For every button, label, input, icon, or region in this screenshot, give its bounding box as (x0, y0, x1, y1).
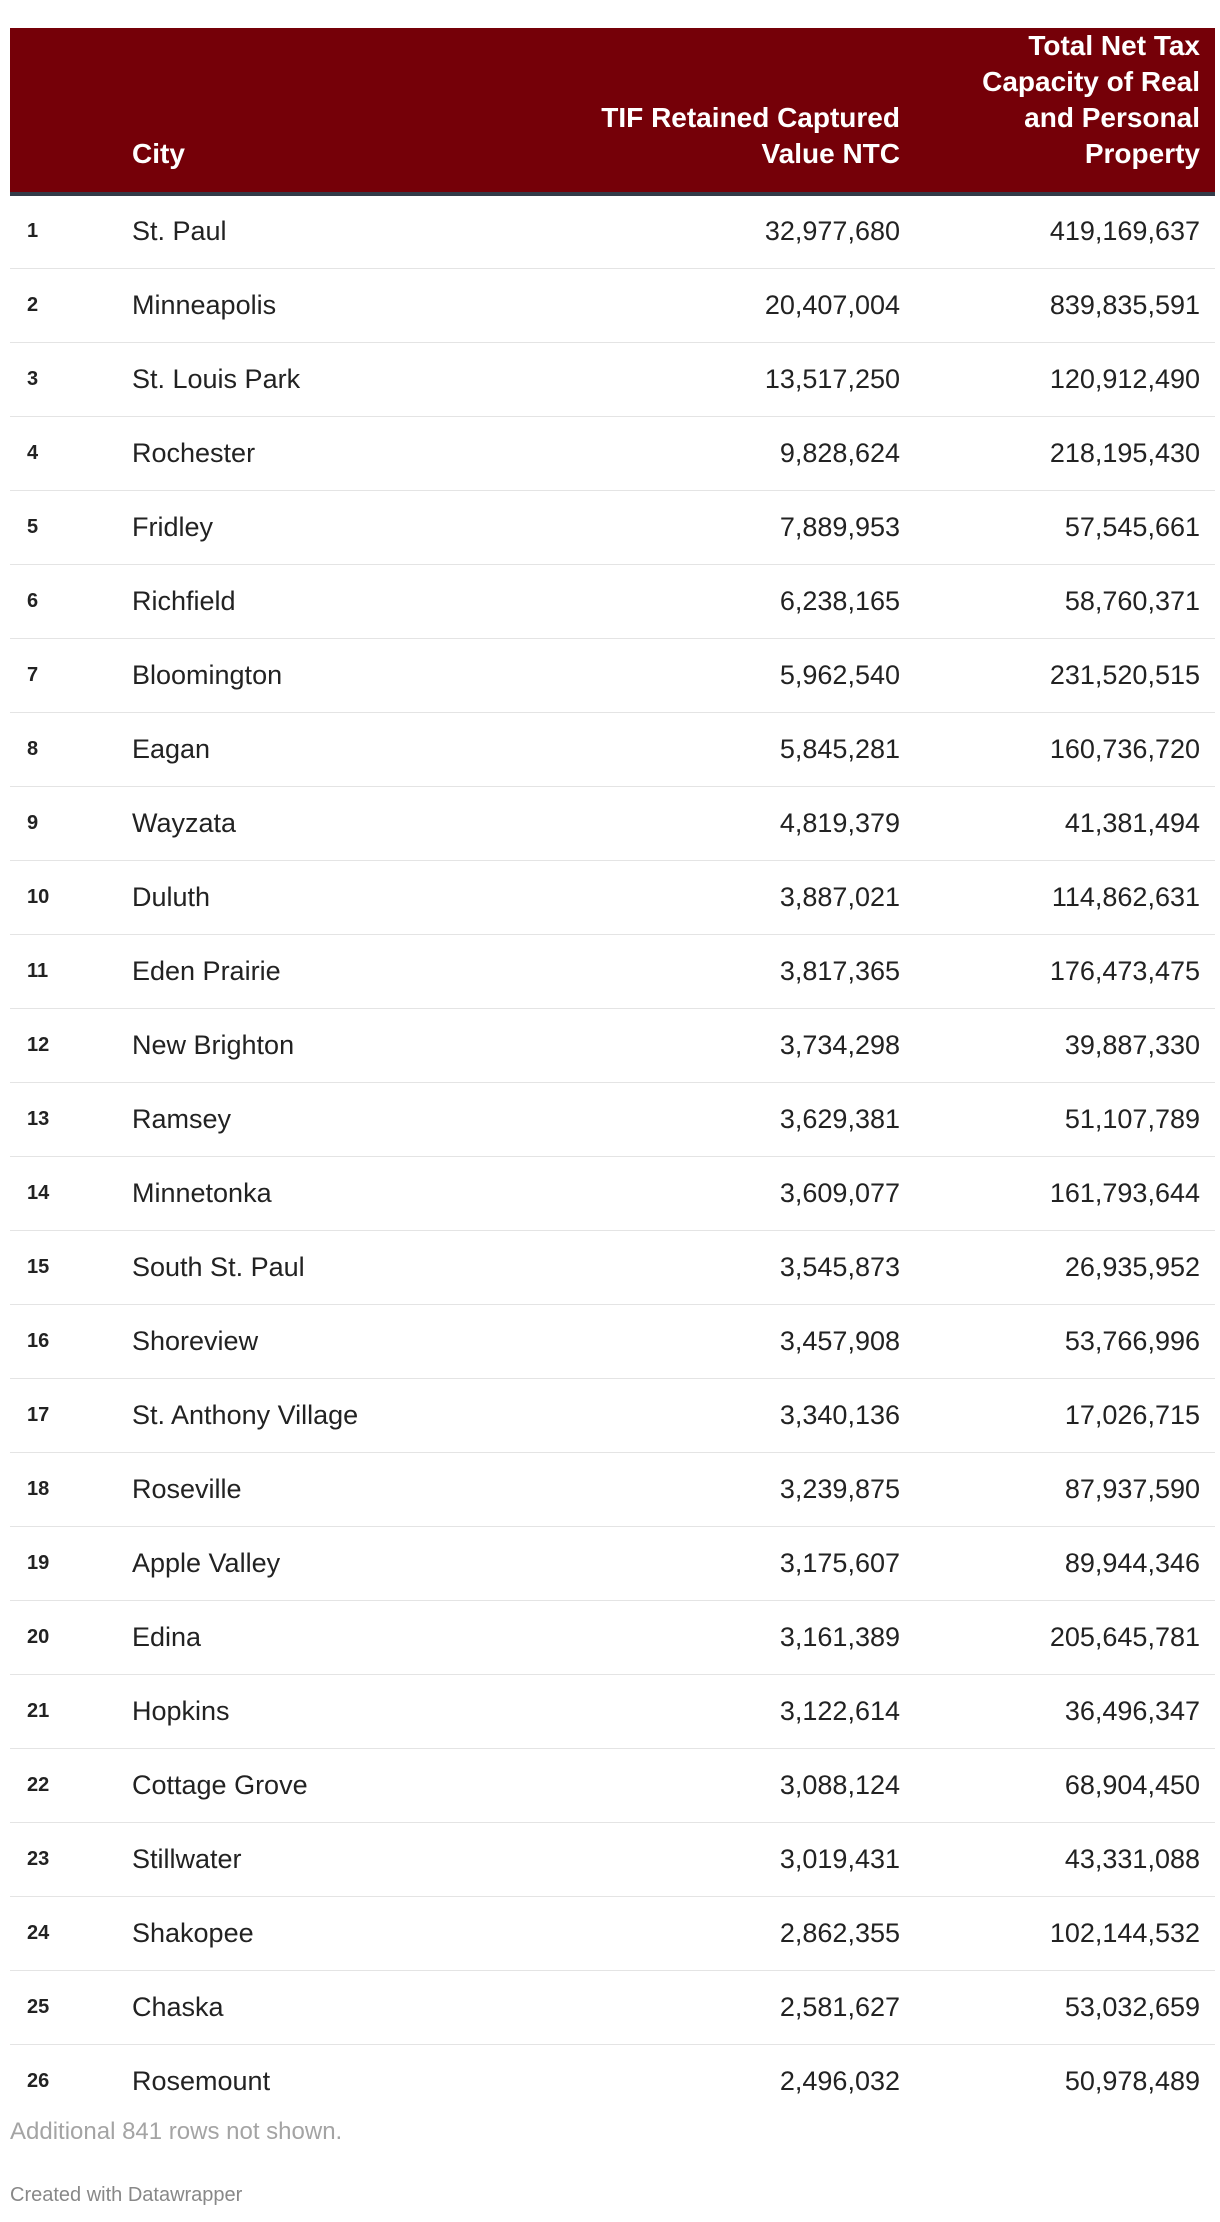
row-city: Ramsey (132, 1103, 232, 1134)
row-tif-value: 3,817,365 (779, 955, 900, 986)
row-ntc-value: 114,862,631 (1051, 881, 1200, 912)
table-container (10, 28, 1215, 2118)
row-rank: 3 (27, 367, 39, 390)
row-ntc-value: 26,935,952 (1064, 1251, 1200, 1282)
row-city: Eden Prairie (132, 955, 281, 986)
row-rank: 1 (27, 220, 39, 243)
table-row (10, 1304, 1215, 1378)
row-rank: 15 (27, 1255, 50, 1278)
table-row (10, 1674, 1215, 1748)
table-row (10, 1748, 1215, 1822)
row-ntc-value: 51,107,789 (1064, 1103, 1200, 1134)
row-city: Chaska (132, 1991, 224, 2022)
row-tif-value: 3,019,431 (779, 1843, 900, 1874)
row-tif-value: 3,239,875 (779, 1473, 900, 1504)
row-rank: 21 (27, 1699, 50, 1722)
row-city: Rosemount (132, 2065, 271, 2096)
row-city: South St. Paul (132, 1251, 305, 1282)
row-city: Rochester (132, 437, 256, 468)
row-rank: 11 (27, 959, 49, 982)
row-rank: 6 (27, 589, 39, 612)
row-ntc-value: 36,496,347 (1064, 1695, 1200, 1726)
row-ntc-value: 50,978,489 (1064, 2065, 1200, 2096)
row-ntc-value: 53,766,996 (1064, 1325, 1200, 1356)
table-row (10, 1970, 1215, 2044)
table-row (10, 1008, 1215, 1082)
table-row (10, 194, 1215, 268)
table-row (10, 1452, 1215, 1526)
row-tif-value: 5,962,540 (779, 659, 900, 690)
row-rank: 20 (27, 1625, 50, 1648)
table-row (10, 1156, 1215, 1230)
row-tif-value: 5,845,281 (779, 733, 900, 764)
row-rank: 25 (27, 1995, 50, 2018)
row-tif-value: 3,340,136 (779, 1399, 900, 1430)
table-row (10, 342, 1215, 416)
table-row (10, 638, 1215, 712)
row-tif-value: 4,819,379 (779, 807, 900, 838)
row-city: Cottage Grove (132, 1769, 308, 1800)
row-ntc-value: 839,835,591 (1049, 289, 1200, 320)
table-row (10, 490, 1215, 564)
row-tif-value: 2,581,627 (779, 1991, 900, 2022)
row-rank: 4 (27, 441, 39, 464)
row-ntc-value: 419,169,637 (1049, 216, 1200, 247)
row-tif-value: 6,238,165 (779, 585, 900, 616)
tif-column-header[interactable]: TIF Retained Captured Value NTC (527, 28, 915, 194)
row-rank: 24 (27, 1921, 50, 1944)
row-rank: 18 (27, 1477, 50, 1500)
row-ntc-value: 120,912,490 (1049, 363, 1200, 394)
row-rank: 19 (27, 1551, 50, 1574)
table-row (10, 786, 1215, 860)
row-ntc-value: 41,381,494 (1064, 807, 1200, 838)
row-rank: 23 (27, 1847, 50, 1870)
row-tif-value: 2,862,355 (779, 1917, 900, 1948)
row-rank: 2 (27, 293, 39, 316)
row-tif-value: 3,088,124 (779, 1769, 900, 1800)
row-tif-value: 3,175,607 (779, 1547, 900, 1578)
row-ntc-value: 176,473,475 (1049, 955, 1200, 986)
row-ntc-value: 39,887,330 (1064, 1029, 1200, 1060)
row-ntc-value: 68,904,450 (1064, 1769, 1200, 1800)
row-tif-value: 9,828,624 (779, 437, 900, 468)
row-ntc-value: 102,144,532 (1049, 1917, 1200, 1948)
ntc-column-header[interactable]: Total Net Tax Capacity of Real and Personal Property (915, 28, 1215, 194)
row-city: Bloomington (132, 659, 283, 690)
table-row (10, 934, 1215, 1008)
table-row (10, 1822, 1215, 1896)
row-rank: 16 (27, 1329, 50, 1352)
row-rank: 26 (27, 2069, 50, 2092)
row-ntc-value: 218,195,430 (1049, 437, 1200, 468)
row-ntc-value: 57,545,661 (1064, 511, 1200, 542)
row-city: Richfield (132, 585, 236, 616)
rank-column-header[interactable] (10, 28, 102, 194)
row-city: Apple Valley (132, 1547, 281, 1578)
table-row (10, 564, 1215, 638)
row-city: Minnetonka (132, 1177, 272, 1208)
table-row (10, 1600, 1215, 1674)
row-ntc-value: 17,026,715 (1064, 1399, 1200, 1430)
row-ntc-value: 205,645,781 (1049, 1621, 1200, 1652)
row-city: Hopkins (132, 1695, 230, 1726)
row-rank: 8 (27, 737, 39, 760)
row-ntc-value: 160,736,720 (1049, 733, 1200, 764)
row-rank: 7 (27, 663, 39, 686)
table-row (10, 860, 1215, 934)
row-city: St. Anthony Village (132, 1399, 359, 1430)
row-tif-value: 7,889,953 (779, 511, 900, 542)
table-row (10, 1896, 1215, 1970)
table-row (10, 1082, 1215, 1156)
row-rank: 17 (27, 1403, 50, 1426)
header-row (10, 28, 1215, 194)
row-ntc-value: 58,760,371 (1064, 585, 1200, 616)
row-city: St. Paul (132, 216, 227, 247)
data-table (10, 28, 1215, 2118)
row-city: New Brighton (132, 1029, 295, 1060)
table-header (10, 28, 1215, 194)
row-tif-value: 32,977,680 (764, 216, 900, 247)
row-ntc-value: 161,793,644 (1049, 1177, 1200, 1208)
row-city: Fridley (132, 511, 214, 542)
row-tif-value: 3,457,908 (779, 1325, 900, 1356)
row-city: Minneapolis (132, 289, 277, 320)
row-ntc-value: 53,032,659 (1064, 1991, 1200, 2022)
table-row (10, 1230, 1215, 1304)
row-tif-value: 2,496,032 (779, 2065, 900, 2096)
table-row (10, 1526, 1215, 1600)
table-row (10, 268, 1215, 342)
row-ntc-value: 231,520,515 (1049, 659, 1200, 690)
row-tif-value: 20,407,004 (764, 289, 900, 320)
row-rank: 12 (27, 1033, 50, 1056)
table-body (10, 194, 1215, 2118)
row-city: Shoreview (132, 1325, 259, 1356)
row-rank: 5 (27, 515, 39, 538)
row-ntc-value: 87,937,590 (1064, 1473, 1200, 1504)
row-tif-value: 3,734,298 (779, 1029, 900, 1060)
row-city: Wayzata (132, 807, 237, 838)
row-city: Roseville (132, 1473, 242, 1504)
row-tif-value: 13,517,250 (764, 363, 900, 394)
row-rank: 13 (27, 1107, 50, 1130)
row-rank: 22 (27, 1773, 50, 1796)
row-tif-value: 3,122,614 (779, 1695, 900, 1726)
row-city: St. Louis Park (132, 363, 301, 394)
table-row (10, 1378, 1215, 1452)
row-rank: 9 (27, 811, 39, 834)
table-row (10, 416, 1215, 490)
row-tif-value: 3,629,381 (779, 1103, 900, 1134)
row-rank: 14 (27, 1181, 50, 1204)
row-ntc-value: 89,944,346 (1064, 1547, 1200, 1578)
city-column-header[interactable]: City (102, 28, 527, 194)
row-tif-value: 3,887,021 (779, 881, 900, 912)
table-notes: Additional 841 rows not shown. (10, 2118, 343, 2145)
row-tif-value: 3,545,873 (779, 1251, 900, 1282)
datawrapper-credit[interactable]: Created with Datawrapper (10, 2184, 243, 2206)
row-tif-value: 3,161,389 (779, 1621, 900, 1652)
row-rank: 10 (27, 885, 50, 908)
row-tif-value: 3,609,077 (779, 1177, 900, 1208)
table-row (10, 2044, 1215, 2118)
row-city: Shakopee (132, 1917, 254, 1948)
row-city: Duluth (132, 881, 211, 912)
row-city: Stillwater (132, 1843, 242, 1874)
table-row (10, 712, 1215, 786)
row-city: Eagan (132, 733, 211, 764)
row-ntc-value: 43,331,088 (1064, 1843, 1200, 1874)
row-city: Edina (132, 1621, 202, 1652)
